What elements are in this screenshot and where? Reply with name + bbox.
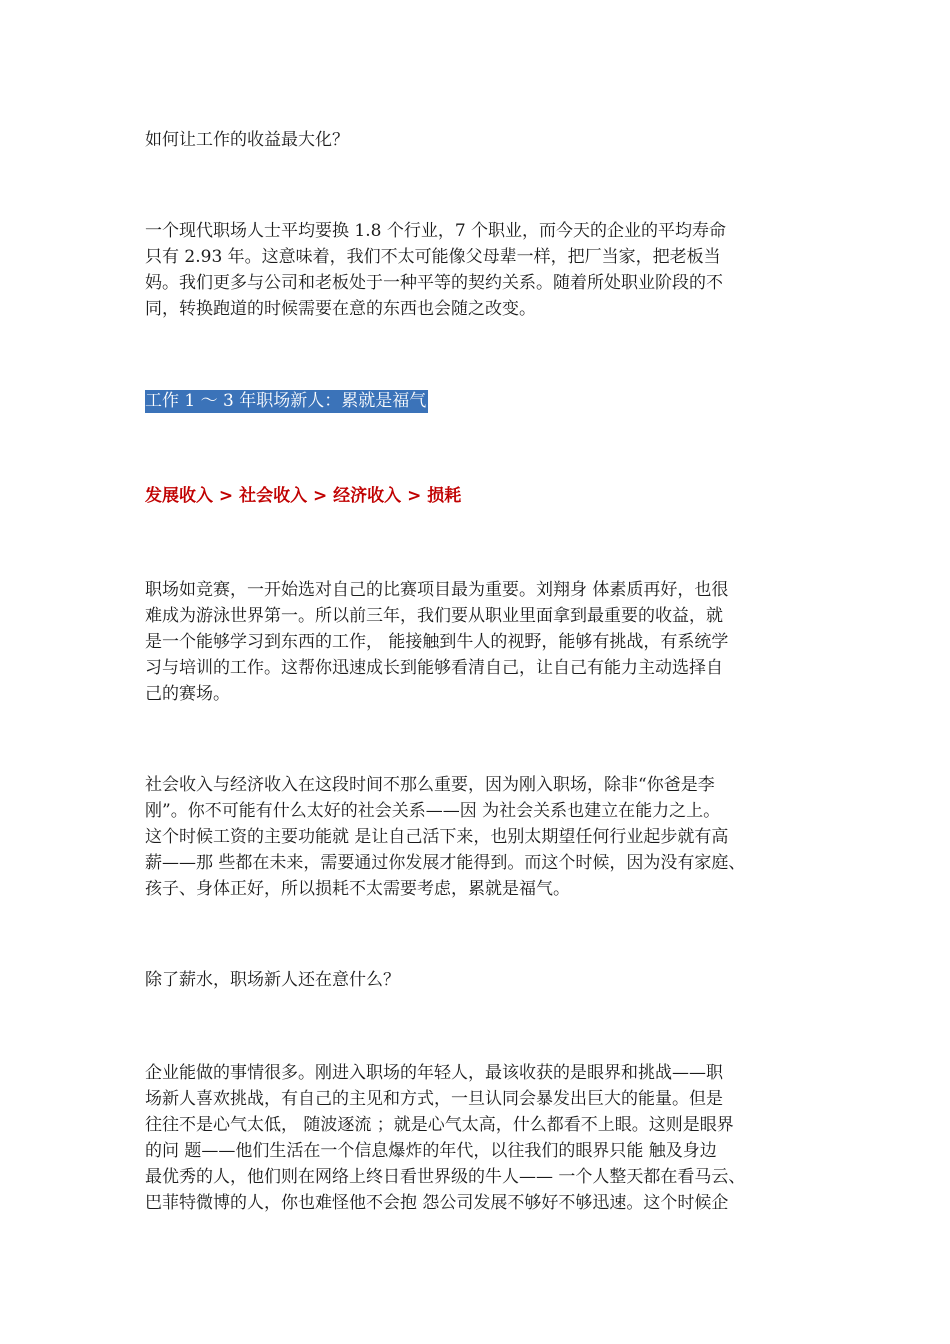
question-heading: [145, 967, 825, 993]
paragraph-1: [145, 577, 825, 707]
paragraph-2: [145, 772, 825, 902]
paragraph-line: 习与培训的工作。这帮你迅速成长到能够看清自己，让自己有能力主动选择自: [145, 658, 723, 678]
paragraph-line: 这个时候工资的主要功能就 是让自己活下来，也别太期望任何行业起步就有高: [145, 827, 729, 847]
priority-heading-text: 发展收入 > 社会收入 > 经济收入 > 损耗: [145, 486, 462, 506]
paragraph-line: 职场如竞赛，一开始选对自己的比赛项目最为重要。刘翔身 体素质再好，也很: [145, 580, 729, 600]
paragraph-line: 难成为游泳世界第一。所以前三年，我们要从职业里面拿到最重要的收益，就: [145, 606, 723, 626]
question-text: 除了薪水，职场新人还在意什么？: [145, 970, 400, 990]
intro-line: 一个现代职场人士平均要换 1.8 个行业，7 个职业，而今天的企业的平均寿命: [145, 221, 727, 241]
paragraph-line: 场新人喜欢挑战，有自己的主见和方式，一旦认同会暴发出巨大的能量。但是: [145, 1089, 723, 1109]
paragraph-line: 社会收入与经济收入在这段时间不那么重要，因为刚入职场，除非“你爸是李: [145, 775, 715, 795]
paragraph-line: 往往不是心气太低， 随波逐流 ；就是心气太高，什么都看不上眼。这则是眼界: [145, 1115, 734, 1135]
section-heading-highlight: 工作 1 ～ 3 年职场新人：累就是福气: [145, 391, 427, 411]
paragraph-line: 企业能做的事情很多。刚进入职场的年轻人，最该收获的是眼界和挑战——职: [145, 1063, 723, 1083]
paragraph-line: 己的赛场。: [145, 684, 230, 704]
section-heading: [145, 388, 825, 414]
intro-line: 妈。我们更多与公司和老板处于一种平等的契约关系。随着所处职业阶段的不: [145, 273, 723, 293]
paragraph-line: 最优秀的人，他们则在网络上终日看世界级的牛人—— 一个人整天都在看马云、: [145, 1167, 746, 1187]
paragraph-line: 薪——那 些都在未来，需要通过你发展才能得到。而这个时候，因为没有家庭、: [145, 853, 746, 873]
priority-heading: [145, 483, 825, 509]
document-title: [145, 127, 825, 153]
paragraph-line: 刚”。你不可能有什么太好的社会关系——因 为社会关系也建立在能力之上。: [145, 801, 721, 821]
intro-line: 同，转换跑道的时候需要在意的东西也会随之改变。: [145, 299, 536, 319]
intro-line: 只有 2.93 年。这意味着，我们不太可能像父母辈一样，把厂当家，把老板当: [145, 247, 721, 267]
intro-paragraph: [145, 218, 825, 322]
paragraph-line: 是一个能够学习到东西的工作， 能接触到牛人的视野，能够有挑战，有系统学: [145, 632, 729, 652]
paragraph-line: 巴菲特微博的人，你也难怪他不会抱 怨公司发展不够好不够迅速。这个时候企: [145, 1193, 729, 1213]
paragraph-line: 的问 题——他们生活在一个信息爆炸的年代，以往我们的眼界只能 触及身边: [145, 1141, 717, 1161]
paragraph-3: [145, 1060, 825, 1216]
title-text: 如何让工作的收益最大化？: [145, 130, 349, 150]
paragraph-line: 孩子、身体正好，所以损耗不太需要考虑，累就是福气。: [145, 879, 570, 899]
